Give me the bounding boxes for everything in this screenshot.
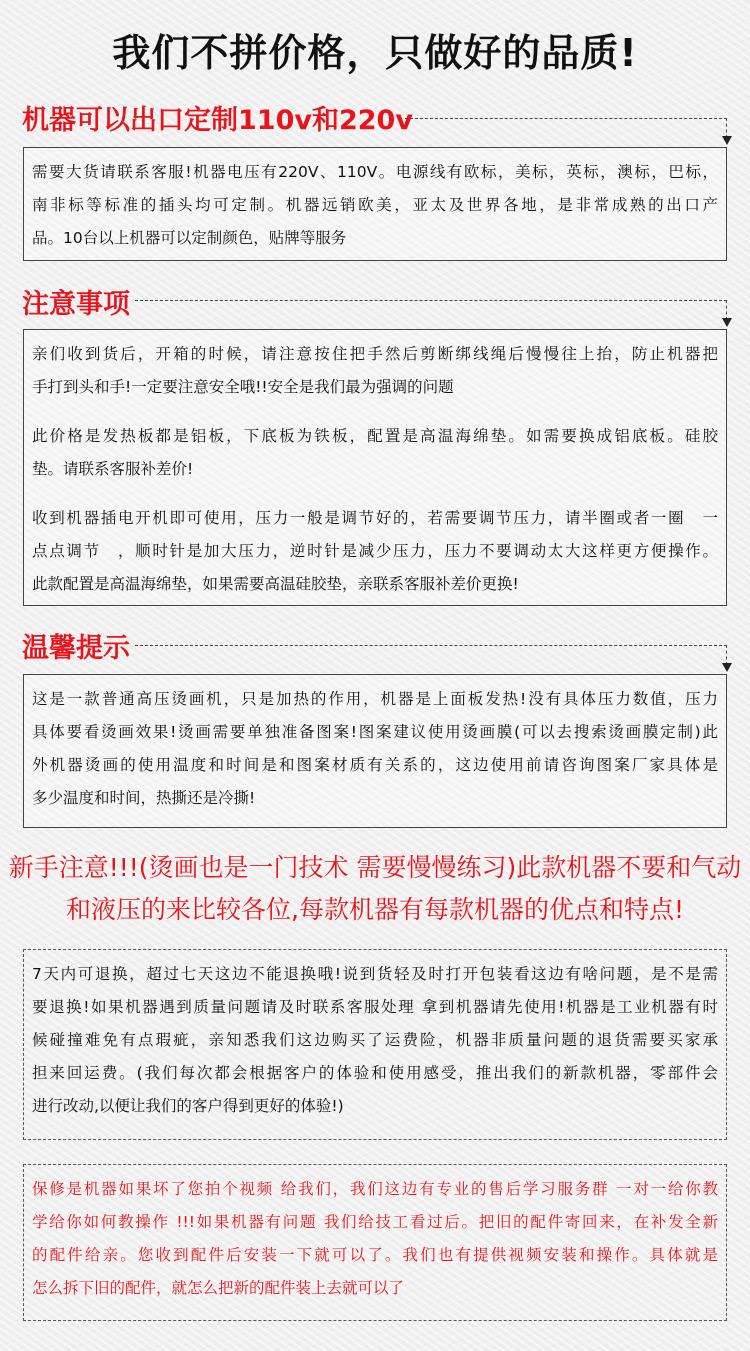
- arrow-down-icon: [722, 663, 732, 672]
- section-heading-export: 机器可以出口定制110v和220v: [22, 105, 413, 136]
- dashed-connector: [405, 118, 727, 119]
- text-line: 亲们收到货后，开箱的时候，请注意按住把手然后剪断绑线绳后慢慢往上抬，防止机器把: [32, 345, 718, 363]
- tips-box: [23, 674, 727, 828]
- text-line: 的配件给亲。您收到配件后安装一下就可以了。我们也有提供视频安装和操作。具体就是: [32, 1246, 718, 1264]
- notes-box: [23, 329, 727, 606]
- text-line: 具体要看烫画效果!烫画需要单独准备图案!图案建议使用烫画膜(可以去搜索烫画膜定制)此: [32, 723, 718, 741]
- text-line: 要退换!如果机器遇到质量问题请及时联系客服处理 拿到机器请先使用!机器是工业机器有时: [32, 998, 718, 1016]
- paragraph: [32, 156, 718, 255]
- text-line: 这是一款普通高压烫画机，只是加热的作用，机器是上面板发热!没有具体压力数值，压力: [32, 690, 718, 708]
- paragraph: [32, 683, 718, 815]
- dashed-connector: [726, 300, 727, 320]
- beginner-note-line: 和液压的来比较各位,每款机器有每款机器的优点和特点!: [66, 895, 684, 924]
- section-heading-notes: 注意事项: [22, 289, 130, 320]
- text-line: 保修是机器如果坏了您拍个视频 给我们，我们这边有专业的售后学习服务群 一对一给你教: [32, 1180, 718, 1198]
- returns-policy-box: [23, 949, 727, 1140]
- text-line: 外机器烫画的使用温度和时间是和图案材质有关系的，这边使用前请咨询图案厂家具体是: [32, 756, 718, 774]
- text-line: 品。10台以上机器可以定制颜色，贴牌等服务: [32, 229, 347, 247]
- beginner-note-line: 新手注意!!!(烫画也是一门技术 需要慢慢练习)此款机器不要和气动: [8, 853, 742, 882]
- paragraph: [32, 420, 718, 486]
- text-line: 收到机器插电开机即可使用，压力一般是调节好的，若需要调节压力，请半圈或者一圈 一: [32, 509, 718, 527]
- paragraph: [32, 338, 718, 404]
- text-line: 此款配置是高温海绵垫，如果需要高温硅胶垫，亲联系客服补差价更换!: [32, 575, 519, 593]
- paragraph: [32, 502, 718, 601]
- text-line: 需要大货请联系客服!机器电压有220V、110V。电源线有欧标，美标，英标，澳标，巴标，: [32, 163, 718, 181]
- arrow-down-icon: [722, 318, 732, 327]
- text-line: 7天内可退换，超过七天这边不能退换哦!说到货轻及时打开包装看这边有啥问题，是不是需: [32, 965, 718, 983]
- text-line: 点点调节 ，顺时针是加大压力，逆时针是减少压力，压力不要调动太大这样更方便操作。: [32, 542, 718, 560]
- warranty-box: [23, 1164, 727, 1321]
- arrow-down-icon: [722, 136, 732, 145]
- dashed-connector: [135, 645, 727, 646]
- text-line: 手打到头和手!一定要注意安全哦!!安全是我们最为强调的问题: [32, 378, 454, 396]
- dashed-connector: [726, 645, 727, 665]
- text-line: 进行改动,以便让我们的客户得到更好的体验!): [32, 1097, 344, 1115]
- text-line: 担来回运费。(我们每次都会根据客户的体验和使用感受，推出我们的新款机器，零部件会: [32, 1064, 718, 1082]
- section-heading-tips: 温馨提示: [22, 633, 130, 664]
- text-line: 怎么拆下旧的配件，就怎么把新的配件装上去就可以了: [32, 1279, 405, 1297]
- export-info-box: [23, 147, 727, 261]
- text-line: 多少温度和时间，热撕还是冷撕!: [32, 789, 256, 807]
- text-line: 候碰撞难免有点瑕疵，亲知悉我们这边购买了运费险，机器非质量问题的退货需要买家承: [32, 1031, 718, 1049]
- text-line: 此价格是发热板都是铝板，下底板为铁板，配置是高温海绵垫。如需要换成铝底板。硅胶: [32, 427, 718, 445]
- text-line: 垫。请联系客服补差价!: [32, 460, 194, 478]
- dashed-connector: [135, 300, 727, 301]
- text-line: 学给你如何教操作 !!!如果机器有问题 我们给技工看过后。把旧的配件寄回来，在补发全新: [32, 1213, 718, 1231]
- text-line: 南非标等标准的插头均可定制。机器远销欧美，亚太及世界各地，是非常成熟的出口产: [32, 196, 718, 214]
- page-title: 我们不拼价格，只做好的品质!: [112, 31, 638, 75]
- dashed-connector: [726, 118, 727, 138]
